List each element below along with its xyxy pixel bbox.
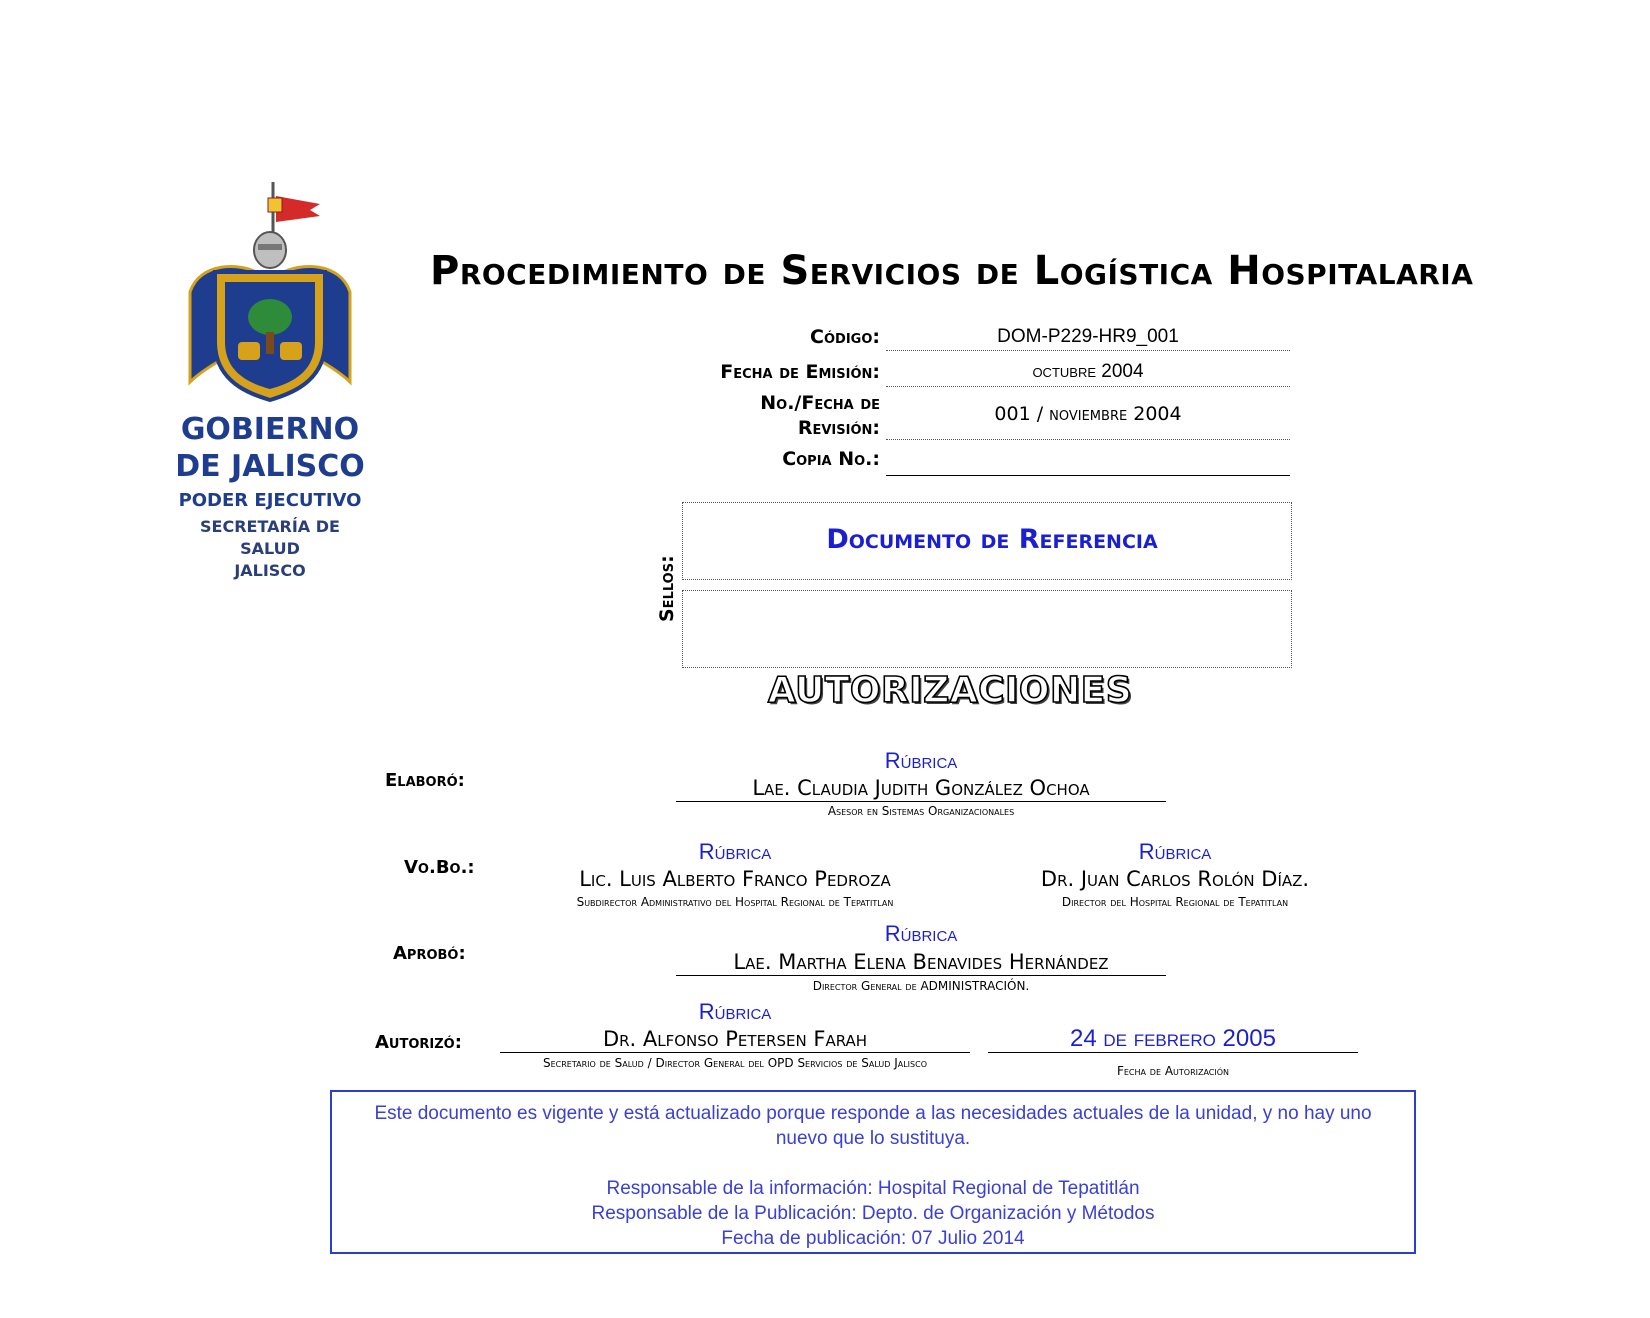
aprobo-label: Aprobó: bbox=[393, 943, 466, 964]
document-title: Procedimiento de Servicios de Logística Hospitalaria bbox=[430, 248, 1474, 294]
vobo-left-name: Lic. Luis Alberto Franco Pedroza bbox=[579, 867, 891, 891]
notice-publication-date: Fecha de publicación: 07 Julio 2014 bbox=[721, 1228, 1025, 1249]
notice-publication-responsible: Responsable de la Publicación: Depto. de Organización y Métodos bbox=[591, 1203, 1155, 1224]
logo-text-poder-ejecutivo: PODER EJECUTIVO bbox=[178, 490, 362, 511]
aprobo-rubrica: Rúbrica bbox=[884, 921, 958, 946]
elaboro-label: Elaboró: bbox=[385, 770, 465, 791]
copia-label: Copia No.: bbox=[782, 448, 880, 470]
autorizo-label: Autorizó: bbox=[375, 1032, 462, 1053]
vobo-left-title: Subdirector Administrativo del Hospital Regional de Tepatitlan bbox=[576, 895, 894, 909]
fecha-emision-label: Fecha de Emisión: bbox=[720, 361, 880, 383]
autorizo-rubrica: Rúbrica bbox=[698, 999, 772, 1024]
logo-text-de-jalisco: DE JALISCO bbox=[175, 449, 365, 484]
revision-label-line2: Revisión: bbox=[797, 417, 880, 439]
stamp-box-bottom bbox=[682, 590, 1292, 668]
revision-label-line1: No./Fecha de bbox=[760, 392, 880, 414]
elaboro-signature-line bbox=[676, 801, 1166, 802]
vobo-right-title: Director del Hospital Regional de Tepatitlan bbox=[1061, 895, 1289, 909]
codigo-underline bbox=[886, 350, 1290, 351]
logo-text-secretaria-line2: SALUD bbox=[240, 539, 300, 558]
logo-text-secretaria-line3: JALISCO bbox=[234, 561, 306, 580]
elaboro-title: Asesor en Sistemas Organizacionales bbox=[827, 804, 1015, 818]
revision-underline bbox=[886, 439, 1290, 440]
aprobo-signature-line bbox=[676, 975, 1166, 976]
vobo-right-rubrica: Rúbrica bbox=[1138, 839, 1212, 864]
codigo-value: DOM-P229-HR9_001 bbox=[997, 326, 1179, 347]
jalisco-government-logo bbox=[170, 182, 370, 592]
fecha-emision-underline bbox=[886, 386, 1290, 387]
autorizo-signature-line bbox=[500, 1052, 970, 1053]
revision-value: 001 / noviembre 2004 bbox=[994, 403, 1182, 425]
copia-underline bbox=[886, 475, 1290, 476]
sellos-label: Sellos: bbox=[656, 555, 678, 622]
vobo-label: Vo.Bo.: bbox=[404, 857, 475, 878]
elaboro-rubrica: Rúbrica bbox=[884, 748, 958, 773]
autorizo-date-label: Fecha de Autorización bbox=[1116, 1064, 1230, 1078]
codigo-label: Código: bbox=[810, 326, 880, 348]
publication-notice-box bbox=[330, 1090, 1416, 1254]
autorizaciones-heading: AUTORIZACIONES bbox=[767, 670, 1133, 711]
logo-text-secretaria-line1: SECRETARÍA DE bbox=[200, 517, 340, 536]
jalisco-coat-of-arms-icon bbox=[170, 182, 370, 412]
fecha-emision-value: octubre 2004 bbox=[1032, 361, 1144, 382]
vobo-right-name: Dr. Juan Carlos Rolón Díaz. bbox=[1040, 867, 1310, 891]
documento-referencia-stamp: Documento de Referencia bbox=[826, 524, 1158, 555]
aprobo-title: Director General de ADMINISTRACIÓN. bbox=[812, 979, 1030, 993]
aprobo-name: Lae. Martha Elena Benavides Hernández bbox=[733, 950, 1109, 974]
elaboro-name: Lae. Claudia Judith González Ochoa bbox=[752, 776, 1090, 800]
autorizo-date: 24 de febrero 2005 bbox=[1070, 1025, 1276, 1052]
notice-validity-text: Este documento es vigente y está actualizado porque responde a las necesidades actuales de la unidad, y no hay uno nuevo que lo sustituya. bbox=[374, 1103, 1372, 1149]
logo-text-gobierno: GOBIERNO bbox=[180, 412, 360, 447]
logo-text-secretaria bbox=[170, 516, 370, 582]
notice-info-responsible: Responsable de la información: Hospital Regional de Tepatitlán bbox=[606, 1178, 1140, 1199]
autorizo-name: Dr. Alfonso Petersen Farah bbox=[602, 1027, 868, 1051]
autorizo-title: Secretario de Salud / Director General del OPD Servicios de Salud Jalisco bbox=[542, 1056, 927, 1070]
autorizo-date-line bbox=[988, 1052, 1358, 1053]
vobo-left-rubrica: Rúbrica bbox=[698, 839, 772, 864]
